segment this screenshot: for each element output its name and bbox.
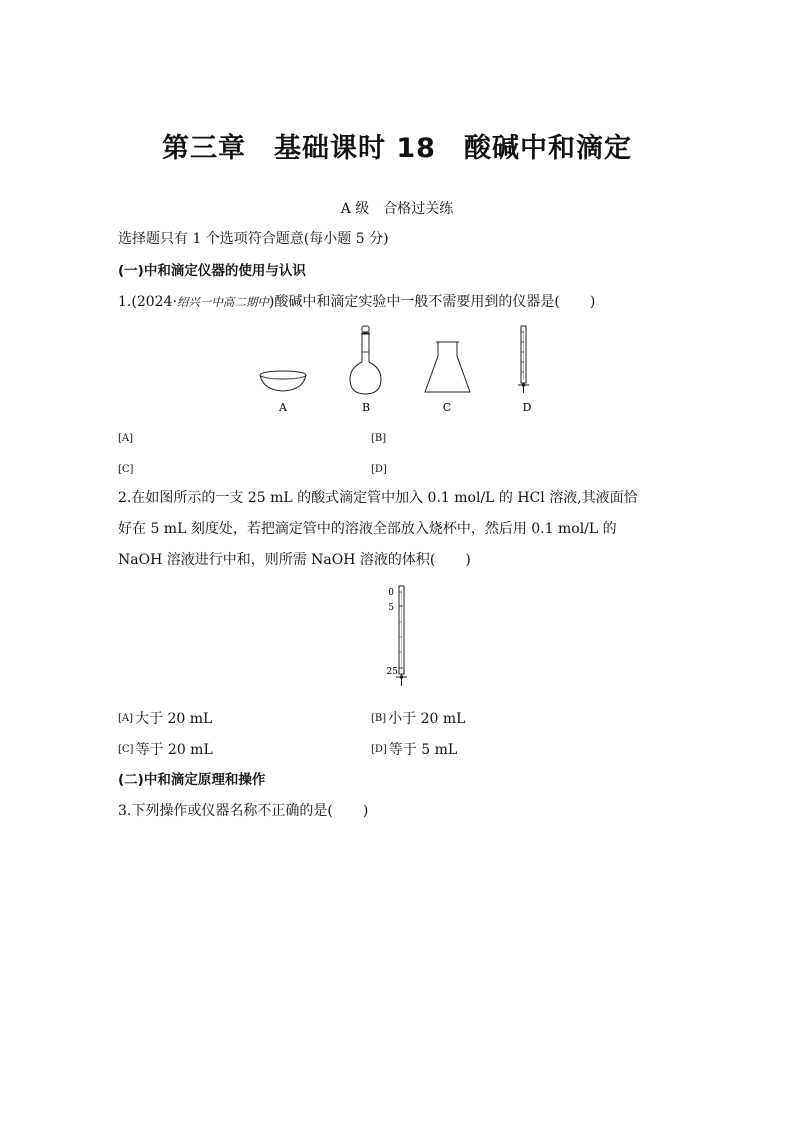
option-label: [D] xyxy=(371,744,387,755)
figure-label-c: C xyxy=(442,401,452,414)
question-1-source-open: (2024· xyxy=(131,294,177,310)
question-2-option-c[interactable] xyxy=(118,739,213,759)
question-1-option-a[interactable] xyxy=(118,431,135,447)
question-3 xyxy=(118,801,368,821)
question-2-close-paren: ) xyxy=(465,552,471,568)
question-3-close-paren: ) xyxy=(362,803,369,819)
question-1-source-note: 绍兴一中高二期中 xyxy=(176,295,269,309)
option-label: [C] xyxy=(118,464,134,475)
burette-label-5: 5 xyxy=(388,603,394,613)
option-text: 大于 20 mL xyxy=(135,711,213,727)
question-1-close-paren: ) xyxy=(589,294,596,310)
figure-label-b: B xyxy=(361,401,371,414)
question-1 xyxy=(118,292,595,312)
question-2-stem-end: NaOH 溶液进行中和，则所需 NaOH 溶液的体积( xyxy=(118,552,436,568)
option-text: 等于 5 mL xyxy=(388,742,458,758)
option-label: [A] xyxy=(118,433,134,444)
conical-flask-icon xyxy=(425,342,470,392)
option-label: [D] xyxy=(371,464,387,475)
question-1-number: 1. xyxy=(118,294,132,310)
option-text: 等于 20 mL xyxy=(135,742,213,758)
burette-label-25: 25 xyxy=(386,667,398,677)
question-2-option-b[interactable] xyxy=(371,708,465,728)
question-2-line-3 xyxy=(118,550,471,570)
option-label: [A] xyxy=(118,713,134,724)
section-heading-1: (一)中和滴定仪器的使用与认识 xyxy=(118,263,306,279)
question-1-option-c[interactable] xyxy=(118,462,135,478)
question-1-option-d[interactable] xyxy=(371,462,389,478)
question-2-line-2: 好在 5 mL 刻度处，若把滴定管中的溶液全部放入烧杯中，然后用 0.1 mol/L 的 xyxy=(118,521,617,537)
question-2-option-a[interactable] xyxy=(118,708,212,728)
question-1-option-b[interactable] xyxy=(371,431,388,447)
figure-label-a: A xyxy=(279,401,287,414)
question-2-option-d[interactable] xyxy=(371,739,457,759)
question-2-burette-figure xyxy=(378,582,418,692)
section-heading-2: (二)中和滴定原理和操作 xyxy=(118,772,266,788)
question-3-stem: 3.下列操作或仪器名称不正确的是( xyxy=(118,803,333,819)
option-label: [B] xyxy=(371,713,387,724)
volumetric-flask-icon xyxy=(350,326,381,394)
question-2-line-1: 2.在如图所示的一支 25 mL 的酸式滴定管中加入 0.1 mol/L 的 HCl 溶液,其液面恰 xyxy=(118,490,638,506)
question-1-stem: )酸碱中和滴定实验中一般不需要用到的仪器是( xyxy=(268,294,560,310)
page-title: 第三章 基础课时 18 酸碱中和滴定 xyxy=(162,133,632,164)
burette-label-0: 0 xyxy=(388,588,394,598)
evaporating-dish-icon xyxy=(260,371,306,391)
figure-label-d: D xyxy=(522,401,532,414)
option-label: [C] xyxy=(118,744,134,755)
question-1-apparatus-figure xyxy=(250,322,550,422)
burette-icon xyxy=(518,326,529,393)
option-text: 小于 20 mL xyxy=(388,711,466,727)
level-heading: A 级 合格过关练 xyxy=(340,201,454,217)
option-label: [B] xyxy=(371,433,387,444)
instruction-text: 选择题只有 1 个选项符合题意(每小题 5 分) xyxy=(118,231,389,247)
